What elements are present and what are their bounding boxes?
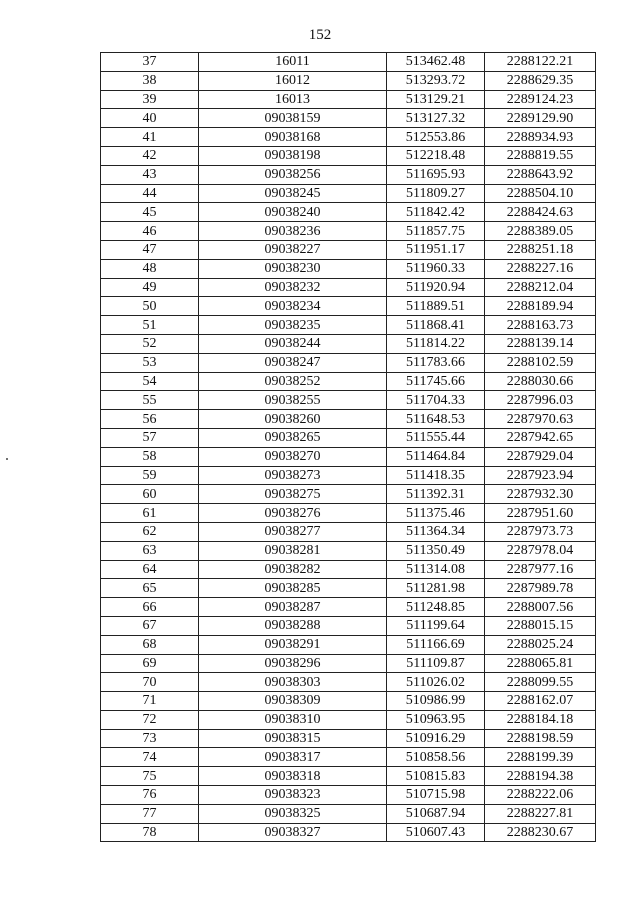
- point-number-cell: 68: [101, 635, 199, 654]
- y-coordinate-cell: 2288099.55: [485, 673, 596, 692]
- point-id-cell: 09038198: [199, 146, 387, 165]
- point-id-cell: 09038230: [199, 259, 387, 278]
- y-coordinate-cell: 2288184.18: [485, 710, 596, 729]
- y-coordinate-cell: 2287970.63: [485, 410, 596, 429]
- x-coordinate-cell: 511648.53: [387, 410, 485, 429]
- table-row: [101, 616, 596, 635]
- x-coordinate-cell: 510963.95: [387, 710, 485, 729]
- point-id-cell: 09038256: [199, 165, 387, 184]
- x-coordinate-cell: 512218.48: [387, 146, 485, 165]
- table-row: [101, 767, 596, 786]
- y-coordinate-cell: 2288222.06: [485, 786, 596, 805]
- point-id-cell: 09038270: [199, 447, 387, 466]
- point-id-cell: 09038285: [199, 579, 387, 598]
- point-id-cell: 09038244: [199, 334, 387, 353]
- x-coordinate-cell: 511889.51: [387, 297, 485, 316]
- point-number-cell: 64: [101, 560, 199, 579]
- table-row: [101, 146, 596, 165]
- point-id-cell: 09038247: [199, 353, 387, 372]
- x-coordinate-cell: 513462.48: [387, 53, 485, 72]
- point-number-cell: 73: [101, 729, 199, 748]
- table-row: [101, 203, 596, 222]
- table-row: [101, 259, 596, 278]
- point-id-cell: 09038255: [199, 391, 387, 410]
- y-coordinate-cell: 2288189.94: [485, 297, 596, 316]
- point-id-cell: 09038315: [199, 729, 387, 748]
- point-id-cell: 09038327: [199, 823, 387, 842]
- point-number-cell: 37: [101, 53, 199, 72]
- point-number-cell: 44: [101, 184, 199, 203]
- scan-speck: [6, 458, 8, 460]
- point-id-cell: 09038282: [199, 560, 387, 579]
- y-coordinate-cell: 2287923.94: [485, 466, 596, 485]
- y-coordinate-cell: 2287951.60: [485, 504, 596, 523]
- point-id-cell: 09038234: [199, 297, 387, 316]
- y-coordinate-cell: 2288819.55: [485, 146, 596, 165]
- point-number-cell: 56: [101, 410, 199, 429]
- y-coordinate-cell: 2288212.04: [485, 278, 596, 297]
- table-row: [101, 334, 596, 353]
- table-row: [101, 71, 596, 90]
- point-number-cell: 60: [101, 485, 199, 504]
- table-row: [101, 391, 596, 410]
- table-row: [101, 710, 596, 729]
- point-number-cell: 42: [101, 146, 199, 165]
- x-coordinate-cell: 511809.27: [387, 184, 485, 203]
- y-coordinate-cell: 2288230.67: [485, 823, 596, 842]
- x-coordinate-cell: 510986.99: [387, 692, 485, 711]
- x-coordinate-cell: 511375.46: [387, 504, 485, 523]
- y-coordinate-cell: 2288163.73: [485, 316, 596, 335]
- x-coordinate-cell: 510858.56: [387, 748, 485, 767]
- point-id-cell: 09038260: [199, 410, 387, 429]
- point-number-cell: 72: [101, 710, 199, 729]
- point-id-cell: 09038310: [199, 710, 387, 729]
- x-coordinate-cell: 511199.64: [387, 616, 485, 635]
- table-row: [101, 222, 596, 241]
- y-coordinate-cell: 2288504.10: [485, 184, 596, 203]
- point-number-cell: 50: [101, 297, 199, 316]
- point-id-cell: 09038287: [199, 598, 387, 617]
- table-row: [101, 485, 596, 504]
- x-coordinate-cell: 511951.17: [387, 240, 485, 259]
- point-number-cell: 45: [101, 203, 199, 222]
- y-coordinate-cell: 2288139.14: [485, 334, 596, 353]
- table-row: [101, 90, 596, 109]
- coordinates-table-body: [101, 53, 596, 842]
- table-row: [101, 748, 596, 767]
- y-coordinate-cell: 2287996.03: [485, 391, 596, 410]
- x-coordinate-cell: 511814.22: [387, 334, 485, 353]
- table-row: [101, 692, 596, 711]
- y-coordinate-cell: 2288030.66: [485, 372, 596, 391]
- y-coordinate-cell: 2288227.16: [485, 259, 596, 278]
- point-number-cell: 53: [101, 353, 199, 372]
- y-coordinate-cell: 2288162.07: [485, 692, 596, 711]
- point-id-cell: 09038245: [199, 184, 387, 203]
- page-number: 152: [308, 27, 332, 43]
- x-coordinate-cell: 511418.35: [387, 466, 485, 485]
- point-id-cell: 09038277: [199, 522, 387, 541]
- x-coordinate-cell: 513127.32: [387, 109, 485, 128]
- point-number-cell: 46: [101, 222, 199, 241]
- x-coordinate-cell: 511555.44: [387, 428, 485, 447]
- point-number-cell: 70: [101, 673, 199, 692]
- table-row: [101, 128, 596, 147]
- point-id-cell: 16011: [199, 53, 387, 72]
- x-coordinate-cell: 511960.33: [387, 259, 485, 278]
- y-coordinate-cell: 2288934.93: [485, 128, 596, 147]
- x-coordinate-cell: 511248.85: [387, 598, 485, 617]
- x-coordinate-cell: 511109.87: [387, 654, 485, 673]
- table-row: [101, 316, 596, 335]
- table-row: [101, 729, 596, 748]
- point-id-cell: 09038235: [199, 316, 387, 335]
- point-id-cell: 09038325: [199, 804, 387, 823]
- x-coordinate-cell: 511857.75: [387, 222, 485, 241]
- x-coordinate-cell: 510687.94: [387, 804, 485, 823]
- x-coordinate-cell: 510715.98: [387, 786, 485, 805]
- table-row: [101, 560, 596, 579]
- table-row: [101, 53, 596, 72]
- point-id-cell: 09038296: [199, 654, 387, 673]
- y-coordinate-cell: 2288065.81: [485, 654, 596, 673]
- table-row: [101, 428, 596, 447]
- point-id-cell: 09038276: [199, 504, 387, 523]
- point-number-cell: 57: [101, 428, 199, 447]
- y-coordinate-cell: 2288122.21: [485, 53, 596, 72]
- x-coordinate-cell: 513129.21: [387, 90, 485, 109]
- point-number-cell: 67: [101, 616, 199, 635]
- table-row: [101, 297, 596, 316]
- table-row: [101, 240, 596, 259]
- point-number-cell: 62: [101, 522, 199, 541]
- point-number-cell: 41: [101, 128, 199, 147]
- point-id-cell: 09038275: [199, 485, 387, 504]
- x-coordinate-cell: 511281.98: [387, 579, 485, 598]
- table-row: [101, 654, 596, 673]
- table-row: [101, 522, 596, 541]
- x-coordinate-cell: 510916.29: [387, 729, 485, 748]
- x-coordinate-cell: 511350.49: [387, 541, 485, 560]
- table-row: [101, 447, 596, 466]
- table-row: [101, 579, 596, 598]
- x-coordinate-cell: 511868.41: [387, 316, 485, 335]
- x-coordinate-cell: 511920.94: [387, 278, 485, 297]
- table-row: [101, 598, 596, 617]
- point-id-cell: 16012: [199, 71, 387, 90]
- point-id-cell: 09038323: [199, 786, 387, 805]
- y-coordinate-cell: 2288199.39: [485, 748, 596, 767]
- point-id-cell: 09038227: [199, 240, 387, 259]
- y-coordinate-cell: 2287942.65: [485, 428, 596, 447]
- point-id-cell: 09038159: [199, 109, 387, 128]
- x-coordinate-cell: 511745.66: [387, 372, 485, 391]
- point-id-cell: 09038303: [199, 673, 387, 692]
- y-coordinate-cell: 2288194.38: [485, 767, 596, 786]
- y-coordinate-cell: 2288389.05: [485, 222, 596, 241]
- point-number-cell: 39: [101, 90, 199, 109]
- table-row: [101, 786, 596, 805]
- point-number-cell: 59: [101, 466, 199, 485]
- point-id-cell: 09038288: [199, 616, 387, 635]
- point-id-cell: 09038291: [199, 635, 387, 654]
- table-row: [101, 278, 596, 297]
- point-id-cell: 09038281: [199, 541, 387, 560]
- point-number-cell: 78: [101, 823, 199, 842]
- x-coordinate-cell: 511464.84: [387, 447, 485, 466]
- table-row: [101, 372, 596, 391]
- point-number-cell: 38: [101, 71, 199, 90]
- table-row: [101, 165, 596, 184]
- y-coordinate-cell: 2288227.81: [485, 804, 596, 823]
- y-coordinate-cell: 2287977.16: [485, 560, 596, 579]
- point-number-cell: 74: [101, 748, 199, 767]
- point-id-cell: 09038236: [199, 222, 387, 241]
- point-number-cell: 54: [101, 372, 199, 391]
- point-number-cell: 69: [101, 654, 199, 673]
- table-row: [101, 410, 596, 429]
- y-coordinate-cell: 2288007.56: [485, 598, 596, 617]
- point-number-cell: 76: [101, 786, 199, 805]
- x-coordinate-cell: 511314.08: [387, 560, 485, 579]
- point-id-cell: 09038273: [199, 466, 387, 485]
- x-coordinate-cell: 511026.02: [387, 673, 485, 692]
- x-coordinate-cell: 511704.33: [387, 391, 485, 410]
- table-row: [101, 804, 596, 823]
- y-coordinate-cell: 2288251.18: [485, 240, 596, 259]
- point-number-cell: 51: [101, 316, 199, 335]
- point-id-cell: 09038240: [199, 203, 387, 222]
- y-coordinate-cell: 2288643.92: [485, 165, 596, 184]
- table-row: [101, 504, 596, 523]
- y-coordinate-cell: 2288015.15: [485, 616, 596, 635]
- coordinates-table: [100, 52, 596, 842]
- point-number-cell: 65: [101, 579, 199, 598]
- table-row: [101, 823, 596, 842]
- point-number-cell: 77: [101, 804, 199, 823]
- point-number-cell: 43: [101, 165, 199, 184]
- y-coordinate-cell: 2287978.04: [485, 541, 596, 560]
- point-id-cell: 09038168: [199, 128, 387, 147]
- point-number-cell: 48: [101, 259, 199, 278]
- y-coordinate-cell: 2287989.78: [485, 579, 596, 598]
- point-number-cell: 40: [101, 109, 199, 128]
- y-coordinate-cell: 2289129.90: [485, 109, 596, 128]
- table-row: [101, 635, 596, 654]
- point-number-cell: 52: [101, 334, 199, 353]
- y-coordinate-cell: 2289124.23: [485, 90, 596, 109]
- table-row: [101, 673, 596, 692]
- point-number-cell: 71: [101, 692, 199, 711]
- y-coordinate-cell: 2288424.63: [485, 203, 596, 222]
- table-row: [101, 109, 596, 128]
- point-number-cell: 55: [101, 391, 199, 410]
- point-number-cell: 75: [101, 767, 199, 786]
- y-coordinate-cell: 2288198.59: [485, 729, 596, 748]
- x-coordinate-cell: 511166.69: [387, 635, 485, 654]
- x-coordinate-cell: 511842.42: [387, 203, 485, 222]
- point-number-cell: 63: [101, 541, 199, 560]
- point-id-cell: 09038232: [199, 278, 387, 297]
- x-coordinate-cell: 513293.72: [387, 71, 485, 90]
- point-id-cell: 09038318: [199, 767, 387, 786]
- table-row: [101, 541, 596, 560]
- point-number-cell: 58: [101, 447, 199, 466]
- y-coordinate-cell: 2287932.30: [485, 485, 596, 504]
- point-number-cell: 47: [101, 240, 199, 259]
- x-coordinate-cell: 510815.83: [387, 767, 485, 786]
- x-coordinate-cell: 512553.86: [387, 128, 485, 147]
- y-coordinate-cell: 2287973.73: [485, 522, 596, 541]
- x-coordinate-cell: 511364.34: [387, 522, 485, 541]
- point-id-cell: 09038265: [199, 428, 387, 447]
- y-coordinate-cell: 2287929.04: [485, 447, 596, 466]
- table-row: [101, 184, 596, 203]
- x-coordinate-cell: 511695.93: [387, 165, 485, 184]
- point-id-cell: 09038317: [199, 748, 387, 767]
- x-coordinate-cell: 510607.43: [387, 823, 485, 842]
- x-coordinate-cell: 511783.66: [387, 353, 485, 372]
- table-row: [101, 353, 596, 372]
- point-number-cell: 49: [101, 278, 199, 297]
- point-number-cell: 61: [101, 504, 199, 523]
- y-coordinate-cell: 2288025.24: [485, 635, 596, 654]
- point-id-cell: 16013: [199, 90, 387, 109]
- x-coordinate-cell: 511392.31: [387, 485, 485, 504]
- y-coordinate-cell: 2288102.59: [485, 353, 596, 372]
- point-number-cell: 66: [101, 598, 199, 617]
- y-coordinate-cell: 2288629.35: [485, 71, 596, 90]
- point-id-cell: 09038252: [199, 372, 387, 391]
- point-id-cell: 09038309: [199, 692, 387, 711]
- table-row: [101, 466, 596, 485]
